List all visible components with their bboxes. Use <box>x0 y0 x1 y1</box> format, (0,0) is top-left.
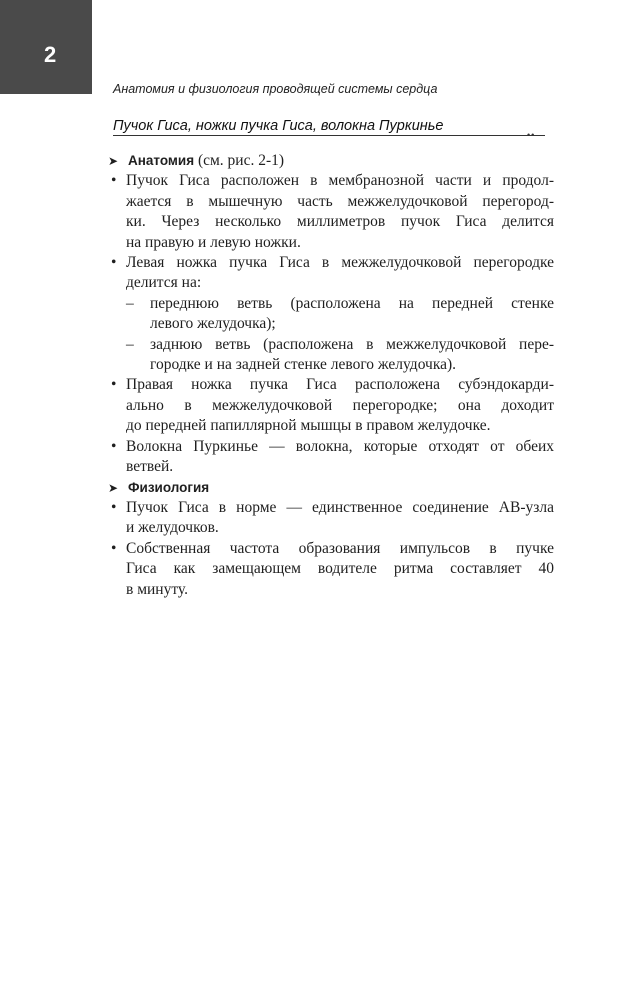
heading-label: Анатомия <box>128 153 195 168</box>
text-line: жается в мышечную часть межжелудочковой перегород- <box>126 192 554 210</box>
text-line: на правую и левую ножки. <box>126 233 301 251</box>
sub-list-item <box>108 294 554 335</box>
text-line: Пучок Гиса расположен в мембранозной части и продол- <box>126 172 554 190</box>
list-item <box>108 253 554 294</box>
bullet-icon: • <box>111 254 117 272</box>
anatomy-heading <box>108 151 554 171</box>
figure-reference: (см. рис. 2-1) <box>194 152 285 169</box>
text-line: Левая ножка пучка Гиса в межжелудочковой перегородке <box>126 254 554 272</box>
title-underline <box>113 135 545 136</box>
text-line: Пучок Гиса в норме — единственное соединение АВ-узла <box>126 498 554 516</box>
text-line: ки. Через несколько миллиметров пучок Гиса делится <box>126 213 554 231</box>
bullet-icon: • <box>111 437 117 455</box>
text-line: Волокна Пуркинье — волокна, которые отходят от обеих <box>126 437 554 455</box>
text-line: до передней папиллярной мышцы в правом желудочке. <box>126 417 491 435</box>
dash-icon: – <box>126 335 134 353</box>
text-line: Собственная частота образования импульсов в пучке <box>126 539 554 557</box>
list-item <box>108 437 554 478</box>
text-line: делится на: <box>126 274 202 292</box>
chapter-tab <box>0 0 92 94</box>
bullet-icon: • <box>111 539 117 557</box>
list-item <box>108 171 554 253</box>
list-item <box>108 375 554 436</box>
text-line: в минуту. <box>126 580 188 598</box>
title-dots: •• <box>527 130 536 140</box>
sub-list-item <box>108 335 554 376</box>
physiology-heading <box>108 478 554 498</box>
bullet-icon: • <box>111 376 117 394</box>
heading-label: Физиология <box>128 479 210 495</box>
section-title: Пучок Гиса, ножки пучка Гиса, волокна Пуркинье <box>113 118 444 134</box>
bullet-icon: • <box>111 172 117 190</box>
list-item <box>108 539 554 600</box>
chapter-number: 2 <box>44 42 57 67</box>
text-line: и желудочков. <box>126 519 219 537</box>
arrow-icon: ➤ <box>108 154 119 168</box>
dash-icon: – <box>126 294 134 312</box>
arrow-icon: ➤ <box>108 480 119 495</box>
text-line: городке и на задней стенке левого желудочка). <box>150 356 457 374</box>
page-body <box>108 151 554 600</box>
list-item <box>108 498 554 539</box>
text-line: переднюю ветвь (расположена на передней стенке <box>150 294 554 312</box>
text-line: Правая ножка пучка Гиса расположена субэндокарди- <box>126 376 554 394</box>
text-line: Гиса как замещающем водителе ритма составляет 40 <box>126 560 554 578</box>
text-line: заднюю ветвь (расположена в межжелудочковой пере- <box>150 335 554 353</box>
text-line: ветвей. <box>126 458 174 476</box>
text-line: левого желудочка); <box>150 315 276 333</box>
bullet-icon: • <box>111 498 117 516</box>
text-line: ально в межжелудочковой перегородке; она доходит <box>126 396 554 414</box>
running-head: Анатомия и физиология проводящей системы сердца <box>113 82 438 96</box>
